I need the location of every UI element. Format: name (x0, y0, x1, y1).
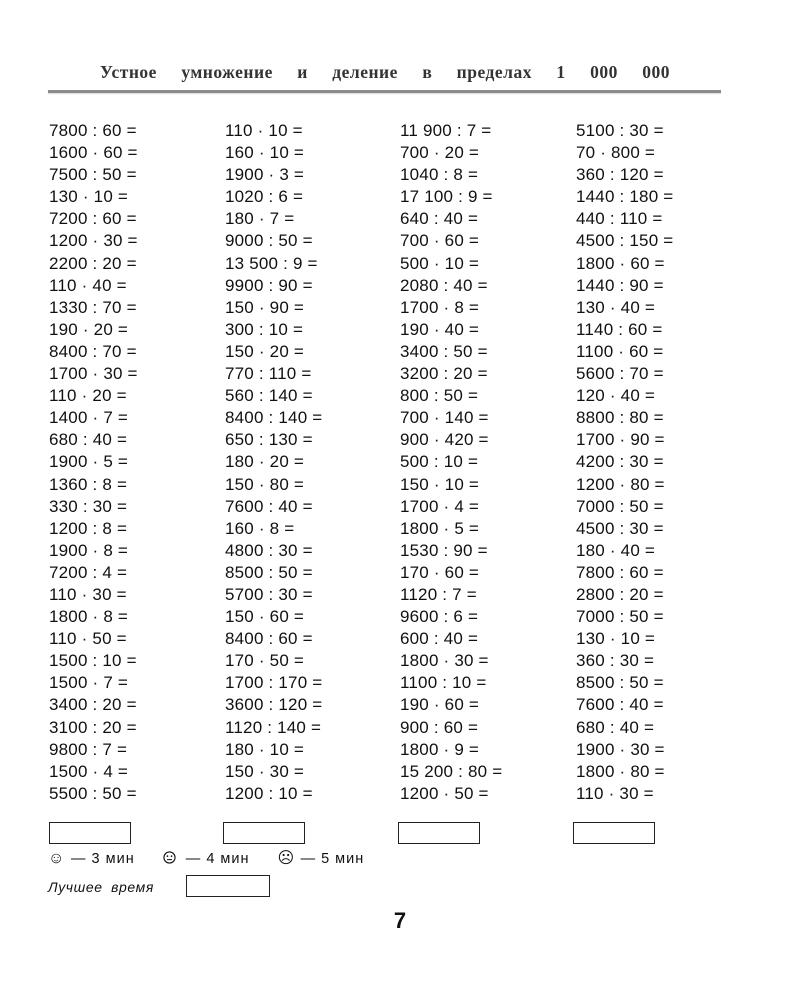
exercise-column-4 (576, 120, 673, 805)
exercise-item: 2800 : 20 = (576, 584, 664, 604)
exercise-item: 1700 · 30 = (49, 364, 138, 384)
exercise-item: 1700 : 170 = (225, 673, 323, 693)
exercise-item: 1600 · 60 = (49, 143, 138, 163)
exercise-item: 640 : 40 = (400, 209, 479, 229)
exercise-item: 3100 : 20 = (49, 717, 137, 737)
legend-text: — 4 мин (185, 851, 250, 867)
best-time-box[interactable] (186, 875, 270, 897)
exercise-item: 5100 : 30 = (576, 121, 664, 140)
exercise-item: 770 : 110 = (225, 364, 312, 384)
exercise-item: 7600 : 40 = (225, 496, 313, 516)
exercise-item: 500 : 10 = (400, 452, 479, 472)
exercise-item: 5600 : 70 = (576, 364, 664, 384)
exercise-item: 900 : 60 = (400, 717, 479, 737)
exercise-item: 1020 : 6 = (225, 187, 304, 207)
exercise-item: 1040 : 8 = (400, 165, 479, 185)
exercise-item: 1200 · 30 = (49, 231, 138, 251)
legend-item-4-min (163, 850, 250, 868)
exercise-item: 1200 : 10 = (225, 783, 313, 803)
exercise-item: 900 · 420 = (400, 430, 489, 450)
legend-text: — 3 мин (71, 851, 135, 867)
exercise-column-2 (225, 120, 322, 805)
exercise-item: 9800 : 7 = (49, 739, 128, 759)
exercise-item: 1800 · 80 = (576, 761, 665, 781)
exercise-item: 1200 · 50 = (400, 783, 489, 803)
exercise-item: 8500 : 50 = (576, 673, 664, 693)
exercise-item: 180 · 20 = (225, 452, 305, 472)
exercise-item: 180 · 10 = (225, 739, 305, 759)
exercise-item: 180 · 7 = (225, 209, 295, 229)
time-legend (48, 848, 388, 868)
exercise-item: 170 · 60 = (400, 562, 480, 582)
exercise-item: 700 · 20 = (400, 143, 480, 163)
exercise-item: 7200 : 4 = (49, 562, 128, 582)
exercise-item: 1900 · 5 = (49, 452, 129, 472)
exercise-item: 130 · 10 = (576, 629, 656, 649)
exercise-item: 15 200 : 80 = (400, 761, 503, 781)
exercise-item: 170 · 50 = (225, 651, 305, 671)
exercise-item: 360 : 120 = (576, 165, 664, 185)
exercise-item: 360 : 30 = (576, 651, 655, 671)
legend-item-5-min (278, 848, 365, 868)
exercise-item: 8400 : 140 = (225, 408, 323, 428)
exercise-item: 300 : 10 = (225, 319, 304, 339)
exercise-item: 1900 · 30 = (576, 739, 665, 759)
exercise-item: 1120 : 7 = (400, 584, 477, 604)
exercise-item: 150 · 90 = (225, 297, 305, 317)
exercise-item: 190 · 40 = (400, 319, 480, 339)
exercise-item: 1120 : 140 = (225, 717, 322, 737)
exercise-item: 8400 : 70 = (49, 341, 137, 361)
exercise-item: 180 · 40 = (576, 540, 656, 560)
exercise-item: 7600 : 40 = (576, 695, 664, 715)
exercise-item: 7800 : 60 = (49, 121, 137, 140)
exercise-item: 70 · 800 = (576, 143, 656, 163)
exercise-item: 130 · 40 = (576, 297, 656, 317)
exercise-item: 5700 : 30 = (225, 584, 313, 604)
exercise-item: 8500 : 50 = (225, 562, 313, 582)
exercise-item: 680 : 40 = (576, 717, 655, 737)
exercise-item: 190 · 20 = (49, 319, 129, 339)
exercise-item: 1700 · 8 = (400, 297, 480, 317)
exercise-item: 9900 : 90 = (225, 275, 313, 295)
exercise-item: 3600 : 120 = (225, 695, 323, 715)
exercise-item: 1900 · 3 = (225, 165, 305, 185)
exercise-item: 650 : 130 = (225, 430, 313, 450)
exercise-item: 120 · 40 = (576, 386, 656, 406)
exercise-item: 1800 · 60 = (576, 253, 665, 273)
exercise-item: 3200 : 20 = (400, 364, 488, 384)
exercise-item: 1800 · 30 = (400, 651, 489, 671)
exercise-item: 4500 : 30 = (576, 518, 664, 538)
exercise-item: 1100 : 10 = (400, 673, 487, 693)
legend-item-3-min (48, 850, 135, 868)
exercise-item: 1530 : 90 = (400, 540, 488, 560)
page-title: Устное умножение и деление в пределах 1 000 000 (100, 62, 670, 82)
exercise-item: 1800 · 5 = (400, 518, 480, 538)
smiling-face-icon: ☺ (48, 850, 66, 867)
exercise-item: 160 · 10 = (225, 143, 305, 163)
exercise-item: 680 : 40 = (49, 430, 128, 450)
exercise-item: 7800 : 60 = (576, 562, 664, 582)
sad-face-icon: ☹ (277, 850, 296, 867)
page-number: 7 (393, 908, 407, 933)
exercise-item: 110 · 20 = (49, 386, 127, 406)
exercise-item: 7000 : 50 = (576, 607, 664, 627)
exercise-item: 130 · 10 = (49, 187, 129, 207)
exercise-item: 110 · 50 = (49, 629, 127, 649)
exercise-item: 1800 · 8 = (49, 607, 129, 627)
exercise-item: 4800 : 30 = (225, 540, 313, 560)
exercise-item: 9600 : 6 = (400, 607, 479, 627)
exercise-item: 110 · 30 = (49, 584, 127, 604)
exercise-item: 700 · 140 = (400, 408, 489, 428)
exercise-item: 8400 : 60 = (225, 629, 313, 649)
exercise-item: 1700 · 90 = (576, 430, 665, 450)
exercise-item: 600 : 40 = (400, 629, 479, 649)
exercise-item: 1700 · 4 = (400, 496, 480, 516)
exercise-item: 440 : 110 = (576, 209, 663, 229)
exercise-item: 110 · 40 = (49, 275, 127, 295)
neutral-face-icon (163, 850, 177, 868)
exercise-item: 1140 : 60 = (576, 319, 663, 339)
exercise-item: 2080 : 40 = (400, 275, 488, 295)
exercise-item: 2200 : 20 = (49, 253, 137, 273)
exercise-item: 1200 · 80 = (576, 474, 665, 494)
exercise-item: 11 900 : 7 = (400, 121, 492, 140)
exercise-item: 160 · 8 = (225, 518, 295, 538)
exercise-item: 150 · 80 = (225, 474, 305, 494)
exercise-column-1 (49, 120, 138, 805)
time-box-column-2[interactable] (223, 822, 305, 844)
exercise-item: 1500 · 7 = (49, 673, 129, 693)
exercise-item: 1800 · 9 = (400, 739, 480, 759)
time-box-column-3[interactable] (398, 822, 480, 844)
exercise-item: 4500 : 150 = (576, 231, 674, 251)
exercise-item: 500 · 10 = (400, 253, 480, 273)
exercise-item: 7500 : 50 = (49, 165, 137, 185)
exercise-column-3 (400, 120, 502, 805)
exercise-item: 8800 : 80 = (576, 408, 664, 428)
exercise-item: 150 · 60 = (225, 607, 305, 627)
time-box-column-1[interactable] (49, 822, 131, 844)
exercise-item: 1440 : 180 = (576, 187, 674, 207)
exercise-item: 1330 : 70 = (49, 297, 137, 317)
exercise-item: 800 : 50 = (400, 386, 479, 406)
exercise-item: 7000 : 50 = (576, 496, 664, 516)
exercise-item: 3400 : 50 = (400, 341, 488, 361)
exercise-item: 700 · 60 = (400, 231, 480, 251)
exercise-item: 110 · 10 = (225, 121, 303, 140)
exercise-item: 330 : 30 = (49, 496, 128, 516)
exercise-item: 150 · 10 = (400, 474, 480, 494)
title-underline (48, 90, 721, 93)
exercise-item: 1900 · 8 = (49, 540, 129, 560)
exercise-item: 1100 · 60 = (576, 341, 664, 361)
exercise-item: 3400 : 20 = (49, 695, 137, 715)
exercise-item: 1360 : 8 = (49, 474, 128, 494)
exercise-item: 1440 : 90 = (576, 275, 664, 295)
exercise-item: 13 500 : 9 = (225, 253, 318, 273)
exercise-item: 5500 : 50 = (49, 783, 137, 803)
exercise-item: 190 · 60 = (400, 695, 480, 715)
exercise-item: 9000 : 50 = (225, 231, 313, 251)
exercise-item: 1500 : 10 = (49, 651, 137, 671)
exercise-item: 7200 : 60 = (49, 209, 137, 229)
exercise-item: 1400 · 7 = (49, 408, 129, 428)
exercise-item: 110 · 30 = (576, 783, 654, 803)
exercise-item: 1200 : 8 = (49, 518, 128, 538)
exercise-item: 150 · 20 = (225, 341, 305, 361)
exercise-item: 560 : 140 = (225, 386, 313, 406)
exercise-item: 4200 : 30 = (576, 452, 664, 472)
exercise-item: 17 100 : 9 = (400, 187, 493, 207)
exercise-item: 1500 · 4 = (49, 761, 129, 781)
exercise-item: 150 · 30 = (225, 761, 305, 781)
time-box-column-4[interactable] (573, 822, 655, 844)
best-time-label: Лучшее время (48, 879, 154, 895)
legend-text: — 5 мин (300, 851, 365, 867)
